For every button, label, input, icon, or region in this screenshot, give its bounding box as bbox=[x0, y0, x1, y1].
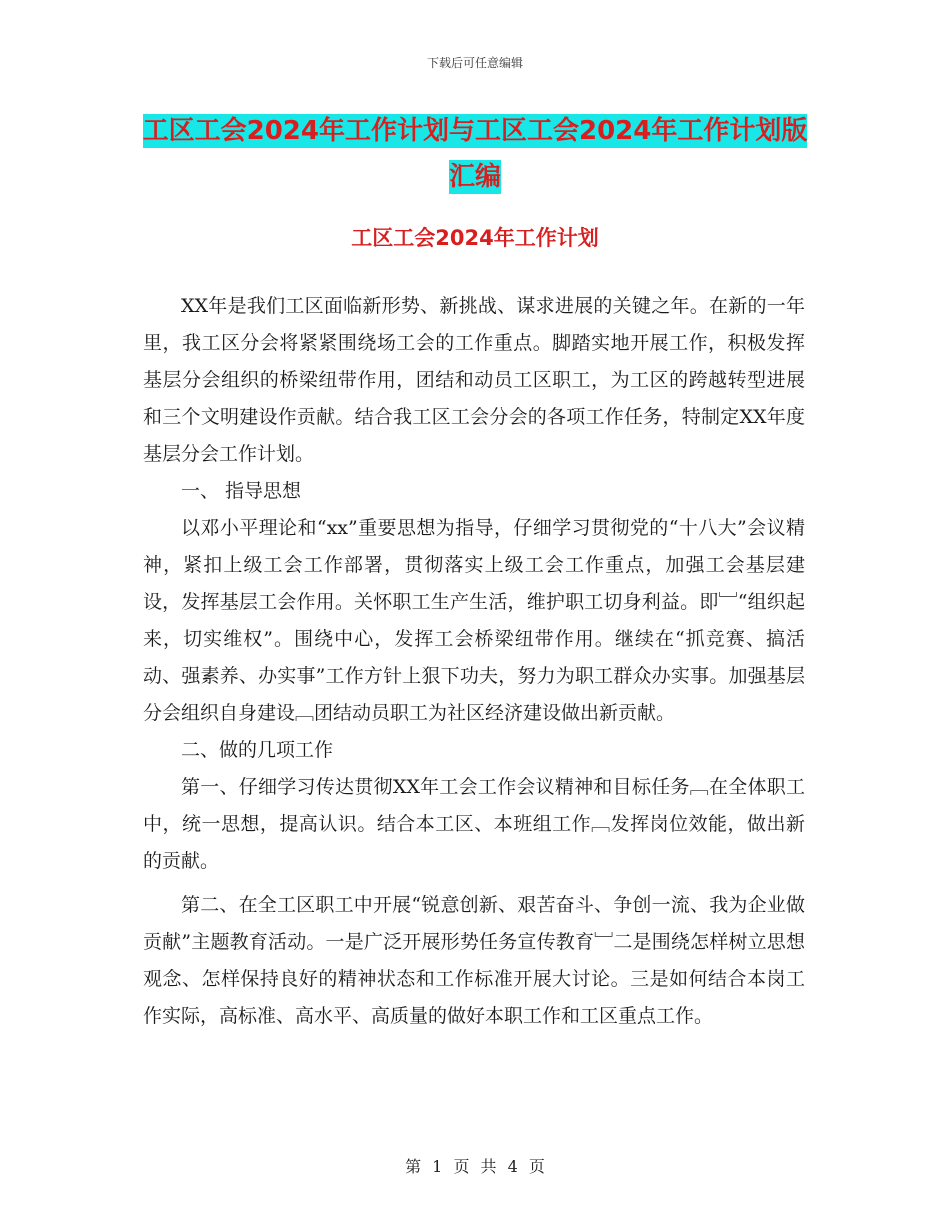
document-body bbox=[143, 288, 805, 1035]
header-note: 下载后可任意编辑 bbox=[426, 56, 523, 70]
paragraph-guiding-ideology: 以邓小平理论和“xx”重要思想为指导，仔细学习贯彻党的“十八大”会议精神，紧扣上级工会工作部署，贯彻落实上级工会工作重点，加强工会基层建设，发挥基层工会作用。关怀职工生产生活，维护职工切身利益。即﹈“组织起来，切实维权”。围绕中心，发挥工会桥梁纽带作用。继续在“抓竞赛、搞活动、强素养、办实事”工作方针上狠下功夫，努力为职工群众办实事。加强基层分会组织自身建设﹇团结动员职工为社区经济建设做出新贡献。 bbox=[143, 517, 805, 724]
heading-guiding-ideology: 一、 指导思想 bbox=[181, 480, 302, 502]
heading-work-items: 二、做的几项工作 bbox=[181, 739, 334, 761]
paragraph-intro: XX年是我们工区面临新形势、新挑战、谋求进展的关键之年。在新的一年里，我工区分会将紧紧围绕场工会的工作重点。脚踏实地开展工作，积极发挥基层分会组织的桥梁纽带作用，团结和动员工区职工，为工区的跨越转型进展和三个文明建设作贡献。结合我工区工会分会的各项工作任务，特制定XX年度基层分会工作计划。 bbox=[143, 295, 805, 465]
paragraph-item-two: 第二、在全工区职工中开展“锐意创新、艰苦奋斗、争创一流、我为企业做贡献”主题教育活动。一是广泛开展形势任务宣传教育﹈二是围绕怎样树立思想观念、怎样保持良好的精神状态和工作标准开展大讨论。三是如何结合本岗工作实际，高标准、高水平、高质量的做好本职工作和工区重点工作。 bbox=[143, 894, 805, 1027]
document-title bbox=[140, 108, 810, 200]
section-title: 工区工会2024年工作计划 bbox=[351, 226, 599, 250]
page-footer: 第 1 页 共 4 页 bbox=[405, 1157, 545, 1176]
paragraph-item-one: 第一、仔细学习传达贯彻XX年工会工作会议精神和目标任务﹇在全体职工中，统一思想，提高认识。结合本工区、本班组工作﹇发挥岗位效能，做出新的贡献。 bbox=[143, 776, 805, 872]
document-title-text: 工区工会2024年工作计划与工区工会2024年工作计划版汇编 bbox=[142, 116, 808, 192]
